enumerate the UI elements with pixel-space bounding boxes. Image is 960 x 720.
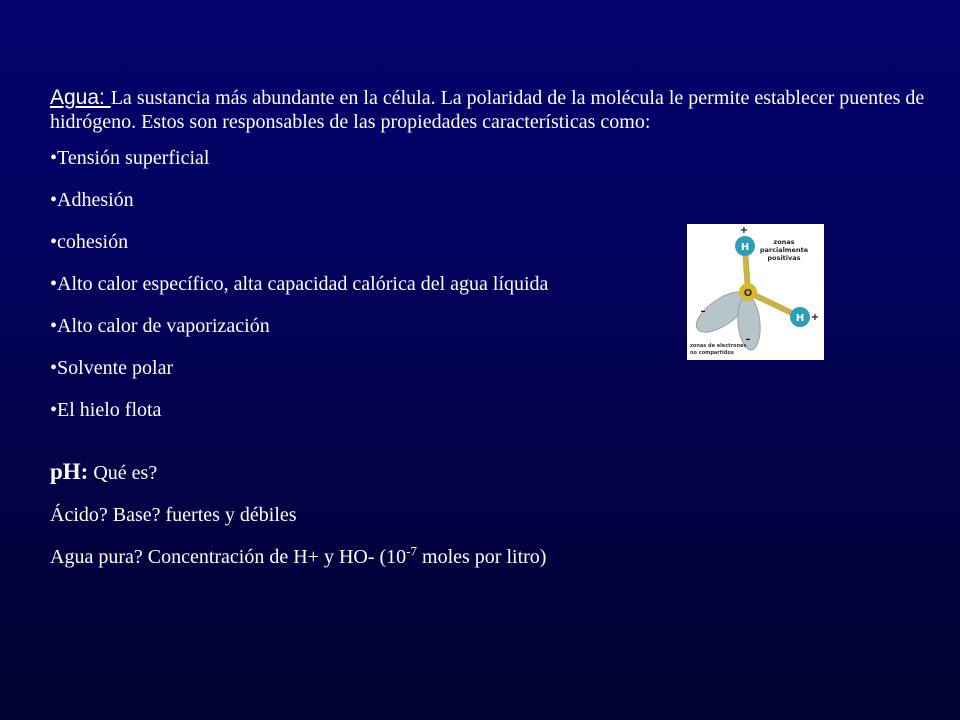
pure-water-text: Agua pura? Concentración de H+ y HO- (10: [50, 546, 407, 568]
list-item: • cohesión: [50, 230, 930, 254]
minus-sign-left: –: [700, 306, 706, 317]
ph-heading-line: [50, 460, 930, 485]
list-item: • Tensión superficial: [50, 146, 930, 170]
negative-zone-label-2: no compartidos: [690, 350, 734, 356]
intro-paragraph: [50, 86, 930, 134]
agua-description: La sustancia más abundante en la célula. La polaridad de la molécula le permite establecer puentes de hidrógeno. Estos son responsables de las propiedades características como:: [50, 87, 925, 133]
ph-pure-water-line: [50, 545, 930, 569]
pure-water-units: moles por litro): [417, 546, 547, 568]
ph-label: pH:: [50, 459, 89, 484]
hydrogen-label-right: H: [795, 313, 805, 324]
water-molecule-diagram: [687, 224, 824, 360]
negative-zone-label-1: zonas de electrones: [690, 343, 747, 349]
ph-section: [50, 460, 930, 569]
list-item: • Alto calor específico, alta capacidad calórica del agua líquida: [50, 272, 930, 296]
positive-zone-label-1: zonas: [773, 238, 795, 246]
list-item: • Adhesión: [50, 188, 930, 212]
exponent: -7: [406, 543, 418, 559]
ph-acid-base-line: Ácido? Base? fuertes y débiles: [50, 504, 297, 526]
plus-sign-top: +: [739, 225, 749, 236]
hydrogen-label-top: H: [740, 242, 750, 253]
oxygen-label: O: [743, 288, 753, 299]
plus-sign-right: +: [810, 312, 820, 323]
water-molecule-svg: [687, 224, 824, 360]
positive-zone-label-3: positivas: [767, 254, 801, 262]
positive-zone-label-2: parcialmente: [759, 246, 809, 254]
list-item: • Alto calor de vaporización: [50, 314, 930, 338]
ph-question: Qué es?: [88, 462, 158, 484]
list-item: • El hielo flota: [50, 398, 930, 422]
agua-label: Agua:: [50, 86, 111, 109]
minus-sign-bottom: –: [745, 334, 751, 345]
list-item: • Solvente polar: [50, 356, 930, 380]
